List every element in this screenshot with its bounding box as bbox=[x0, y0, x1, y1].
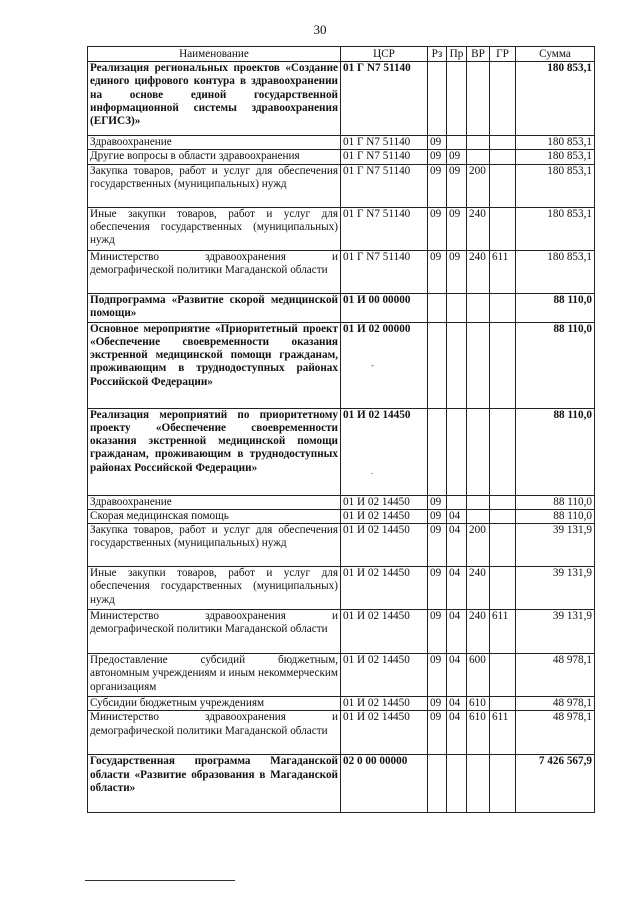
cell-pr bbox=[447, 136, 467, 150]
cell-pr: 04 bbox=[447, 610, 467, 654]
cell-vr: 240 bbox=[467, 250, 490, 293]
cell-name: Здравоохранение bbox=[88, 495, 341, 509]
cell-pr: 04 bbox=[447, 711, 467, 755]
cell-gr bbox=[490, 509, 516, 523]
cell-sum: 39 131,9 bbox=[516, 567, 595, 610]
cell-gr: 611 bbox=[490, 250, 516, 293]
cell-vr: 240 bbox=[467, 567, 490, 610]
cell-sum: 88 110,0 bbox=[516, 293, 595, 322]
cell-rz bbox=[428, 322, 447, 408]
cell-vr: 600 bbox=[467, 654, 490, 697]
cell-rz: 09 bbox=[428, 567, 447, 610]
cell-name: Основное мероприятие «Приоритетный проект «Обеспечение своевременности оказания экстренной медицинской помощи гражданам, проживающим в труднодоступных районах Российской Федерации» bbox=[88, 322, 341, 408]
cell-vr bbox=[467, 509, 490, 523]
cell-vr: 240 bbox=[467, 610, 490, 654]
scan-mark: - bbox=[371, 360, 374, 370]
table-row bbox=[88, 610, 595, 654]
table-row bbox=[88, 250, 595, 293]
cell-gr bbox=[490, 136, 516, 150]
cell-sum: 88 110,0 bbox=[516, 495, 595, 509]
cell-pr: 04 bbox=[447, 697, 467, 711]
cell-vr: 610 bbox=[467, 711, 490, 755]
cell-csr: 02 0 00 00000 bbox=[341, 755, 428, 813]
cell-name: Министерство здравоохранения и демографической политики Магаданской области bbox=[88, 711, 341, 755]
table-row bbox=[88, 62, 595, 136]
cell-csr: 01 Г N7 51140 bbox=[341, 150, 428, 164]
cell-rz bbox=[428, 408, 447, 495]
scan-mark: . bbox=[371, 466, 374, 476]
table-body bbox=[88, 62, 595, 813]
cell-csr: 01 И 02 14450 bbox=[341, 408, 428, 495]
cell-gr bbox=[490, 567, 516, 610]
cell-sum: 180 853,1 bbox=[516, 250, 595, 293]
page-number: 30 bbox=[313, 22, 327, 37]
cell-vr bbox=[467, 136, 490, 150]
table-row bbox=[88, 711, 595, 755]
table-row bbox=[88, 495, 595, 509]
table-row bbox=[88, 207, 595, 250]
table-row bbox=[88, 293, 595, 322]
table-row bbox=[88, 755, 595, 813]
cell-gr bbox=[490, 322, 516, 408]
cell-name: Реализация мероприятий по приоритетному проекту «Обеспечение своевременности оказания экстренной медицинской помощи гражданам, проживающим в труднодоступных районах Российской Федерации» bbox=[88, 408, 341, 495]
table-row bbox=[88, 408, 595, 495]
cell-name: Субсидии бюджетным учреждениям bbox=[88, 697, 341, 711]
header-name: Наименование bbox=[88, 47, 341, 62]
table-row bbox=[88, 164, 595, 207]
cell-pr: 09 bbox=[447, 150, 467, 164]
cell-pr: 04 bbox=[447, 654, 467, 697]
cell-name: Закупка товаров, работ и услуг для обеспечения государственных (муниципальных) нужд bbox=[88, 524, 341, 567]
cell-vr: 200 bbox=[467, 164, 490, 207]
cell-vr: 200 bbox=[467, 524, 490, 567]
cell-vr: 240 bbox=[467, 207, 490, 250]
table-row bbox=[88, 150, 595, 164]
cell-rz: 09 bbox=[428, 207, 447, 250]
cell-sum: 48 978,1 bbox=[516, 697, 595, 711]
cell-pr: 04 bbox=[447, 524, 467, 567]
cell-gr bbox=[490, 62, 516, 136]
cell-csr: 01 И 02 14450 bbox=[341, 654, 428, 697]
cell-sum: 48 978,1 bbox=[516, 711, 595, 755]
header-vr: ВР bbox=[467, 47, 490, 62]
cell-sum: 180 853,1 bbox=[516, 136, 595, 150]
cell-gr bbox=[490, 697, 516, 711]
cell-pr bbox=[447, 293, 467, 322]
header-rz: Рз bbox=[428, 47, 447, 62]
cell-sum: 180 853,1 bbox=[516, 150, 595, 164]
cell-name: Иные закупки товаров, работ и услуг для обеспечения государственных (муниципальных) нужд bbox=[88, 207, 341, 250]
cell-name: Здравоохранение bbox=[88, 136, 341, 150]
table-row bbox=[88, 509, 595, 523]
cell-vr bbox=[467, 755, 490, 813]
cell-gr bbox=[490, 293, 516, 322]
cell-gr: 611 bbox=[490, 610, 516, 654]
header-pr: Пр bbox=[447, 47, 467, 62]
cell-rz bbox=[428, 62, 447, 136]
cell-rz: 09 bbox=[428, 711, 447, 755]
cell-rz bbox=[428, 755, 447, 813]
table-row bbox=[88, 654, 595, 697]
cell-rz bbox=[428, 293, 447, 322]
cell-rz: 09 bbox=[428, 697, 447, 711]
table-row bbox=[88, 567, 595, 610]
cell-name: Реализация региональных проектов «Создание единого цифрового контура в здравоохранении на основе единой государственной информационной системы здравоохранения (ЕГИСЗ)» bbox=[88, 62, 341, 136]
cell-pr: 09 bbox=[447, 250, 467, 293]
cell-csr: 01 Г N7 51140 bbox=[341, 136, 428, 150]
cell-sum: 88 110,0 bbox=[516, 408, 595, 495]
cell-csr: 01 Г N7 51140 bbox=[341, 207, 428, 250]
cell-rz: 09 bbox=[428, 136, 447, 150]
header-gr: ГР bbox=[490, 47, 516, 62]
cell-sum: 7 426 567,9 bbox=[516, 755, 595, 813]
cell-csr: 01 И 02 14450 bbox=[341, 524, 428, 567]
cell-gr bbox=[490, 150, 516, 164]
cell-rz: 09 bbox=[428, 610, 447, 654]
cell-rz: 09 bbox=[428, 164, 447, 207]
cell-csr: 01 Г N7 51140 bbox=[341, 62, 428, 136]
cell-pr bbox=[447, 322, 467, 408]
cell-rz: 09 bbox=[428, 654, 447, 697]
cell-vr bbox=[467, 293, 490, 322]
cell-vr bbox=[467, 408, 490, 495]
budget-table bbox=[87, 46, 595, 813]
cell-rz: 09 bbox=[428, 250, 447, 293]
cell-csr: 01 Г N7 51140 bbox=[341, 250, 428, 293]
cell-csr: 01 Г N7 51140 bbox=[341, 164, 428, 207]
table-row bbox=[88, 524, 595, 567]
cell-csr: 01 И 00 00000 bbox=[341, 293, 428, 322]
cell-sum: 180 853,1 bbox=[516, 62, 595, 136]
cell-sum: 39 131,9 bbox=[516, 610, 595, 654]
cell-name: Государственная программа Магаданской области «Развитие образования в Магаданской области» bbox=[88, 755, 341, 813]
cell-csr: 01 И 02 14450 bbox=[341, 495, 428, 509]
cell-vr bbox=[467, 150, 490, 164]
cell-csr: 01 И 02 14450 bbox=[341, 711, 428, 755]
cell-gr bbox=[490, 408, 516, 495]
cell-rz: 09 bbox=[428, 150, 447, 164]
cell-pr: 09 bbox=[447, 207, 467, 250]
cell-name: Другие вопросы в области здравоохранения bbox=[88, 150, 341, 164]
cell-gr bbox=[490, 524, 516, 567]
table-row bbox=[88, 697, 595, 711]
cell-csr: 01 И 02 14450 bbox=[341, 610, 428, 654]
cell-csr: 01 И 02 14450 bbox=[341, 567, 428, 610]
cell-gr bbox=[490, 755, 516, 813]
table-row bbox=[88, 322, 595, 408]
cell-vr bbox=[467, 495, 490, 509]
header-sum: Сумма bbox=[516, 47, 595, 62]
cell-gr bbox=[490, 207, 516, 250]
cell-sum: 88 110,0 bbox=[516, 509, 595, 523]
cell-name: Закупка товаров, работ и услуг для обеспечения государственных (муниципальных) нужд bbox=[88, 164, 341, 207]
cell-rz: 09 bbox=[428, 509, 447, 523]
cell-name: Предоставление субсидий бюджетным, автономным учреждениям и иным некоммерческим организациям bbox=[88, 654, 341, 697]
cell-sum: 39 131,9 bbox=[516, 524, 595, 567]
cell-rz: 09 bbox=[428, 524, 447, 567]
cell-name: Подпрограмма «Развитие скорой медицинской помощи» bbox=[88, 293, 341, 322]
cell-sum: 180 853,1 bbox=[516, 207, 595, 250]
cell-pr bbox=[447, 62, 467, 136]
cell-sum: 180 853,1 bbox=[516, 164, 595, 207]
cell-sum: 88 110,0 bbox=[516, 322, 595, 408]
cell-sum: 48 978,1 bbox=[516, 654, 595, 697]
cell-gr: 611 bbox=[490, 711, 516, 755]
cell-vr bbox=[467, 62, 490, 136]
cell-pr: 04 bbox=[447, 567, 467, 610]
cell-name: Министерство здравоохранения и демографической политики Магаданской области bbox=[88, 250, 341, 293]
header-csr: ЦСР bbox=[341, 47, 428, 62]
cell-pr: 04 bbox=[447, 509, 467, 523]
table-row bbox=[88, 136, 595, 150]
cell-name: Скорая медицинская помощь bbox=[88, 509, 341, 523]
cell-pr bbox=[447, 755, 467, 813]
table-header-row bbox=[88, 47, 595, 62]
footer-rule bbox=[85, 880, 235, 881]
cell-vr bbox=[467, 322, 490, 408]
cell-pr bbox=[447, 408, 467, 495]
cell-name: Министерство здравоохранения и демографической политики Магаданской области bbox=[88, 610, 341, 654]
cell-pr bbox=[447, 495, 467, 509]
cell-pr: 09 bbox=[447, 164, 467, 207]
cell-vr: 610 bbox=[467, 697, 490, 711]
cell-csr: 01 И 02 00000 bbox=[341, 322, 428, 408]
cell-csr: 01 И 02 14450 bbox=[341, 509, 428, 523]
cell-name: Иные закупки товаров, работ и услуг для обеспечения государственных (муниципальных) нужд bbox=[88, 567, 341, 610]
cell-gr bbox=[490, 164, 516, 207]
cell-gr bbox=[490, 495, 516, 509]
cell-csr: 01 И 02 14450 bbox=[341, 697, 428, 711]
cell-gr bbox=[490, 654, 516, 697]
cell-rz: 09 bbox=[428, 495, 447, 509]
